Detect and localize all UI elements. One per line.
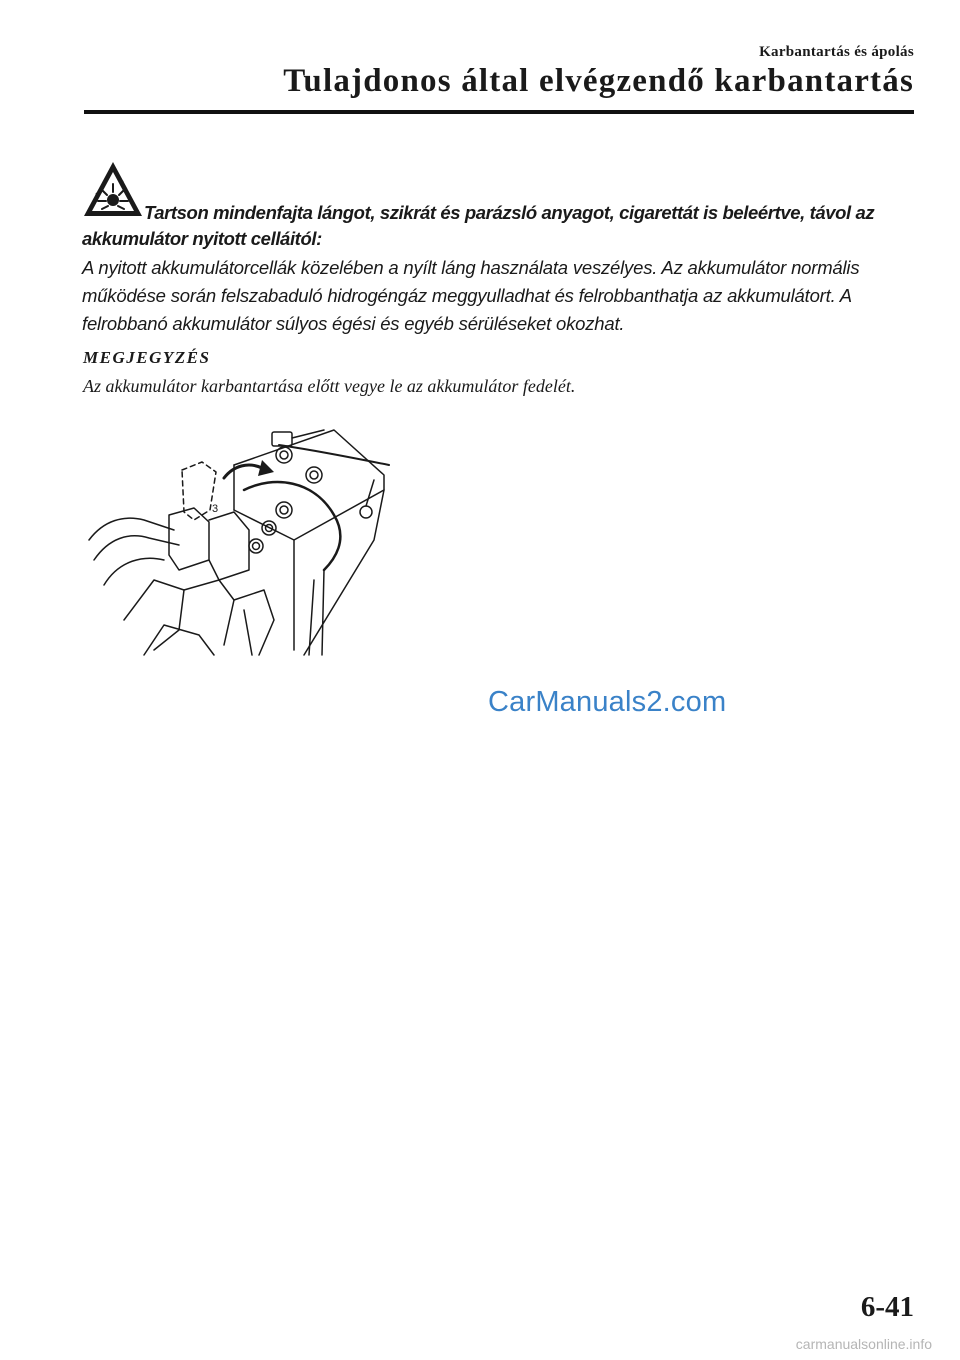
running-head-section: Karbantartás és ápolás — [759, 44, 914, 60]
warning-block — [82, 160, 902, 338]
warning-heading: Tartson mindenfajta lángot, szikrát és parázsló anyagot, cigarettát is beleértve, távol az akkumulátor nyitott celláitól: — [82, 202, 875, 249]
svg-text:3: 3 — [212, 503, 219, 515]
watermark-carmanualsonline: carmanualsonline.info — [795, 1336, 932, 1352]
note-text: Az akkumulátor karbantartása előtt vegye le az akkumulátor fedelét. — [83, 376, 576, 396]
note-label: MEGJEGYZÉS — [83, 348, 211, 367]
explosion-hazard-icon — [82, 160, 144, 218]
note-block — [83, 346, 903, 398]
warning-body: A nyitott akkumulátorcellák közelében a nyílt láng használata veszélyes. Az akkumulátor normális működése során felszabaduló hidrogéngáz meggyulladhat és felrobbanthatja az akkumulátort. A felrobbanó akkumulátor súlyos égési és egyéb sérüléseket okozhat. — [82, 257, 860, 334]
title-divider — [84, 110, 914, 114]
page-title: Tulajdonos által elvégzendő karbantartás — [283, 63, 914, 99]
battery-cover-removal-illustration — [84, 420, 404, 660]
watermark-carmanuals2: CarManuals2.com — [488, 686, 727, 718]
page-number: 6-41 — [860, 1291, 914, 1323]
